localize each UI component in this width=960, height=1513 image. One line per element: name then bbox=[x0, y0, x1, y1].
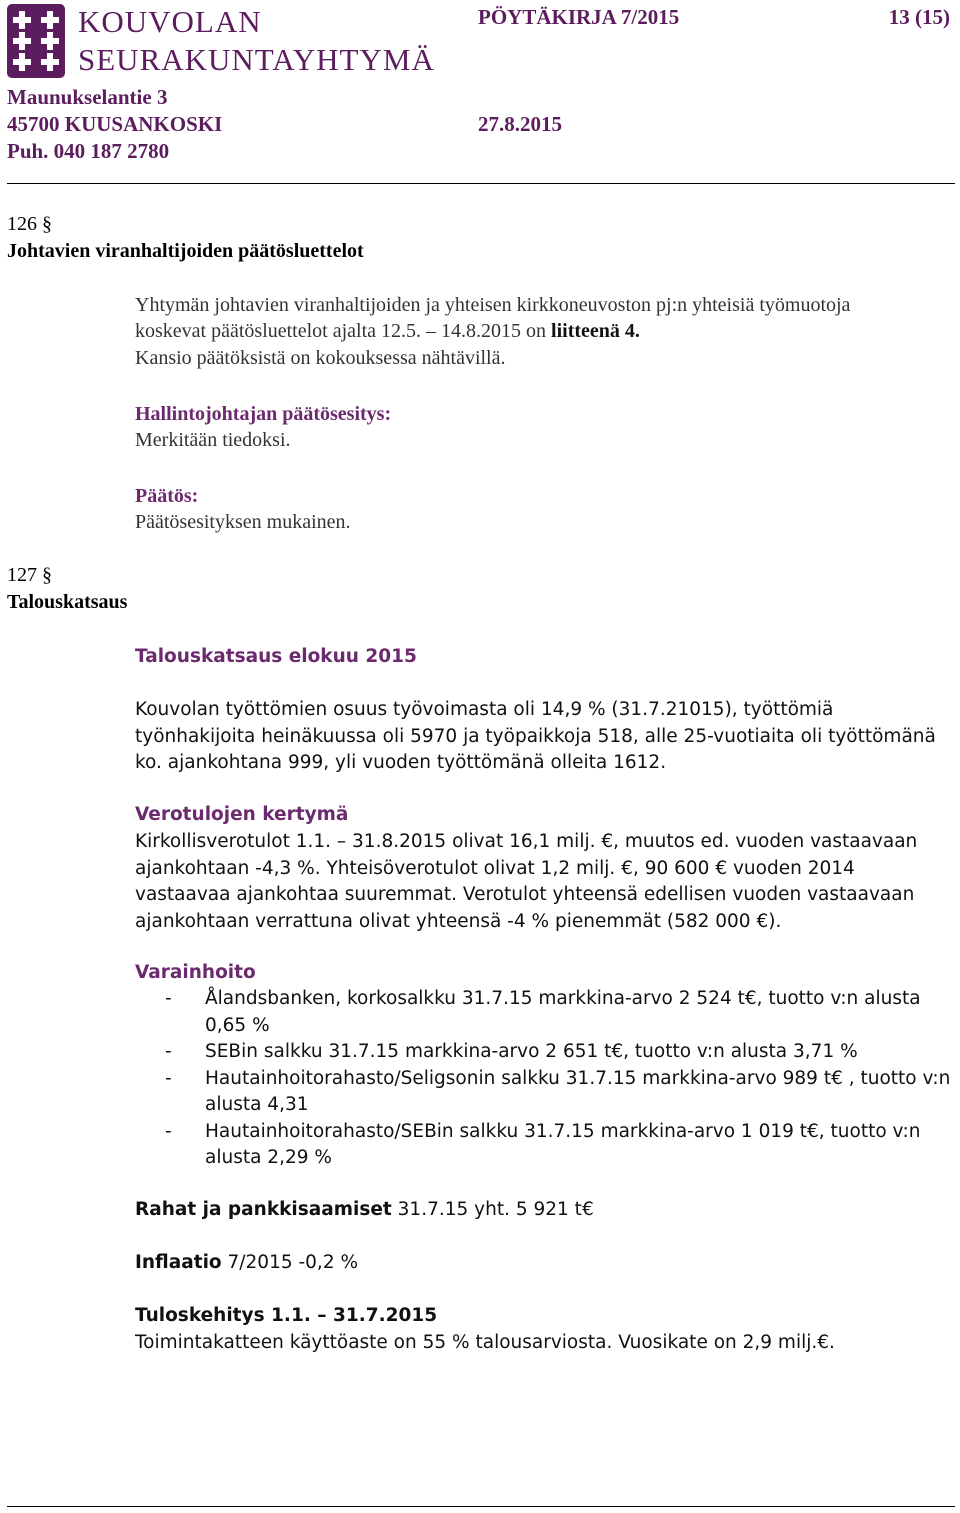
header-divider bbox=[7, 183, 955, 184]
forecast-heading: Tuloskehitys 1.1. – 31.7.2015 bbox=[135, 1305, 438, 1326]
list-item: - Hautainhoitorahasto/Seligsonin salkku 31.7.15 markkina-arvo 989 t€ , tuotto v:n alusta 4,31 bbox=[165, 1067, 951, 1115]
list-item: - Hautainhoitorahasto/SEBin salkku 31.7.15 markkina-arvo 1 019 t€, tuotto v:n alusta 2,29 % bbox=[165, 1120, 921, 1168]
attachment-ref: liitteenä 4. bbox=[551, 320, 640, 342]
address-postal: 45700 KUUSANKOSKI bbox=[7, 112, 223, 136]
phone-number: Puh. 040 187 2780 bbox=[7, 139, 170, 163]
report-heading: Talouskatsaus elokuu 2015 bbox=[135, 646, 417, 667]
document-title: PÖYTÄKIRJA 7/2015 bbox=[478, 5, 680, 29]
decision-heading: Päätös: bbox=[135, 485, 199, 507]
org-name-line2: SEURAKUNTAYHTYMÄ bbox=[78, 42, 435, 77]
decision-text: Päätösesityksen mukainen. bbox=[135, 511, 351, 533]
proposal-heading: Hallintojohtajan päätösesitys: bbox=[135, 403, 392, 425]
meeting-date: 27.8.2015 bbox=[478, 112, 562, 136]
inflation-label: Inflaatio bbox=[135, 1252, 222, 1273]
logo-crosses bbox=[7, 4, 65, 78]
inflation-line bbox=[135, 1250, 955, 1277]
decision-list-text: Yhtymän johtavien viranhaltijoiden ja yhteisen kirkkoneuvoston pj:n yhteisiä työmuotoja koskevat päätösluettelot ajalta 12.5. – 14.8.2015 on bbox=[135, 294, 851, 342]
section-127-title: Talouskatsaus bbox=[7, 591, 128, 613]
forecast-text: Toimintakatteen käyttöaste on 55 % talousarviosta. Vuosikate on 2,9 milj.€. bbox=[135, 1332, 835, 1353]
page-number: 13 (15) bbox=[888, 5, 950, 29]
address-street: Maunukselantie 3 bbox=[7, 85, 168, 109]
footer-divider bbox=[7, 1506, 955, 1507]
assets-heading: Varainhoito bbox=[135, 962, 256, 983]
section-127-number: 127 § bbox=[7, 564, 52, 586]
folder-note: Kansio päätöksistä on kokouksessa nähtävillä. bbox=[135, 347, 506, 369]
list-item: - Ålandsbanken, korkosalkku 31.7.15 markkina-arvo 2 524 t€, tuotto v:n alusta 0,65 % bbox=[165, 988, 921, 1036]
section-126-number: 126 § bbox=[7, 213, 52, 235]
proposal-text: Merkitään tiedoksi. bbox=[135, 429, 291, 451]
cash-line bbox=[135, 1197, 955, 1224]
assets-list bbox=[165, 986, 960, 1172]
cash-value: 31.7.15 yht. 5 921 t€ bbox=[391, 1199, 594, 1220]
cash-label: Rahat ja pankkisaamiset bbox=[135, 1199, 392, 1220]
tax-paragraph: Kirkollisverotulot 1.1. – 31.8.2015 olivat 16,1 milj. €, muutos ed. vuoden vastaavaan ajankohtaan -4,3 %. Yhteisöverotulot olivat 1,2 milj. €, 90 600 € vuoden 2014 vastaavaa ajankohtaa suuremmat. Verotulot yhteensä edellisen vuoden vastaavaan ajankohtaan verrattuna olivat yhteensä -4 % pienemmät (582 000 €). bbox=[135, 831, 918, 932]
unemployment-paragraph: Kouvolan työttömien osuus työvoimasta oli 14,9 % (31.7.21015), työttömiä työnhakijoita heinäkuussa oli 5970 ja työpaikkoja 518, alle 25-vuotiaita oli työttömänä ko. ajankohtana 999, yli vuoden työttömänä olleita 1612. bbox=[135, 699, 936, 773]
tax-heading: Verotulojen kertymä bbox=[135, 804, 349, 825]
inflation-value: 7/2015 -0,2 % bbox=[221, 1252, 359, 1273]
section-126-paragraph bbox=[135, 292, 915, 344]
list-item: - SEBin salkku 31.7.15 markkina-arvo 2 651 t€, tuotto v:n alusta 3,71 % bbox=[165, 1041, 858, 1062]
section-126-title: Johtavien viranhaltijoiden päätösluettelot bbox=[7, 240, 364, 262]
org-name-line1: KOUVOLAN bbox=[78, 4, 262, 39]
